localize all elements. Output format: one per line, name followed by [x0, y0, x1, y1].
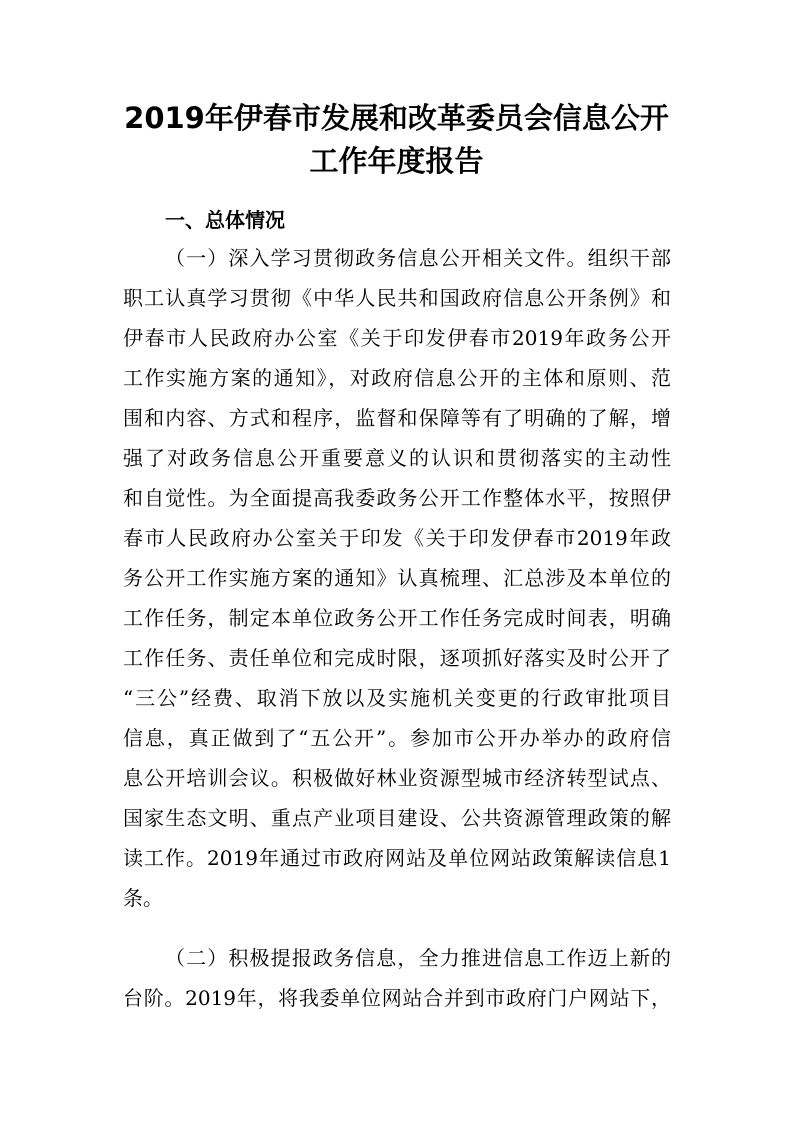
paragraph-line: 读工作。2019年通过市政府网站及单位网站政策解读信息1: [123, 846, 671, 870]
document-title-line-2: 工作年度报告: [309, 144, 484, 178]
paragraph-line: 工作任务、责任单位和完成时限，逐项抓好落实及时公开了: [123, 646, 671, 670]
document-title-line-1: 2019年伊春市发展和改革委员会信息公开: [124, 101, 669, 135]
section-heading-overview: 一、总体情况: [165, 208, 285, 232]
paragraph-line: （二）积极提报政务信息，全力推进信息工作迈上新的: [165, 946, 671, 970]
paragraph-line: 强了对政务信息公开重要意义的认识和贯彻落实的主动性: [123, 446, 671, 470]
paragraph-line: （一）深入学习贯彻政务信息公开相关文件。组织干部: [165, 246, 671, 270]
paragraph-line: 围和内容、方式和程序，监督和保障等有了明确的了解，增: [123, 406, 671, 430]
paragraph-line: 国家生态文明、重点产业项目建设、公共资源管理政策的解: [123, 806, 671, 830]
paragraph-line: 职工认真学习贯彻《中华人民共和国政府信息公开条例》和: [123, 286, 671, 310]
paragraph-line: 息公开培训会议。积极做好林业资源型城市经济转型试点、: [123, 766, 671, 790]
paragraph-line: 务公开工作实施方案的通知》认真梳理、汇总涉及本单位的: [123, 566, 671, 590]
paragraph-line: 春市人民政府办公室关于印发《关于印发伊春市2019年政: [123, 526, 671, 550]
paragraph-line: 工作任务，制定本单位政务公开工作任务完成时间表，明确: [123, 606, 671, 630]
paragraph-line: 条。: [123, 886, 163, 910]
paragraph-line: 和自觉性。为全面提高我委政务公开工作整体水平，按照伊: [123, 486, 671, 510]
paragraph-line: 伊春市人民政府办公室《关于印发伊春市2019年政务公开: [123, 326, 671, 350]
paragraph-line: “三公”经费、取消下放以及实施机关变更的行政审批项目: [123, 686, 671, 710]
paragraph-line: 信息，真正做到了“五公开”。参加市公开办举办的政府信: [123, 726, 671, 750]
paragraph-line: 工作实施方案的通知》，对政府信息公开的主体和原则、范: [123, 366, 671, 390]
paragraph-line: 台阶。2019年，将我委单位网站合并到市政府门户网站下，: [123, 986, 671, 1010]
